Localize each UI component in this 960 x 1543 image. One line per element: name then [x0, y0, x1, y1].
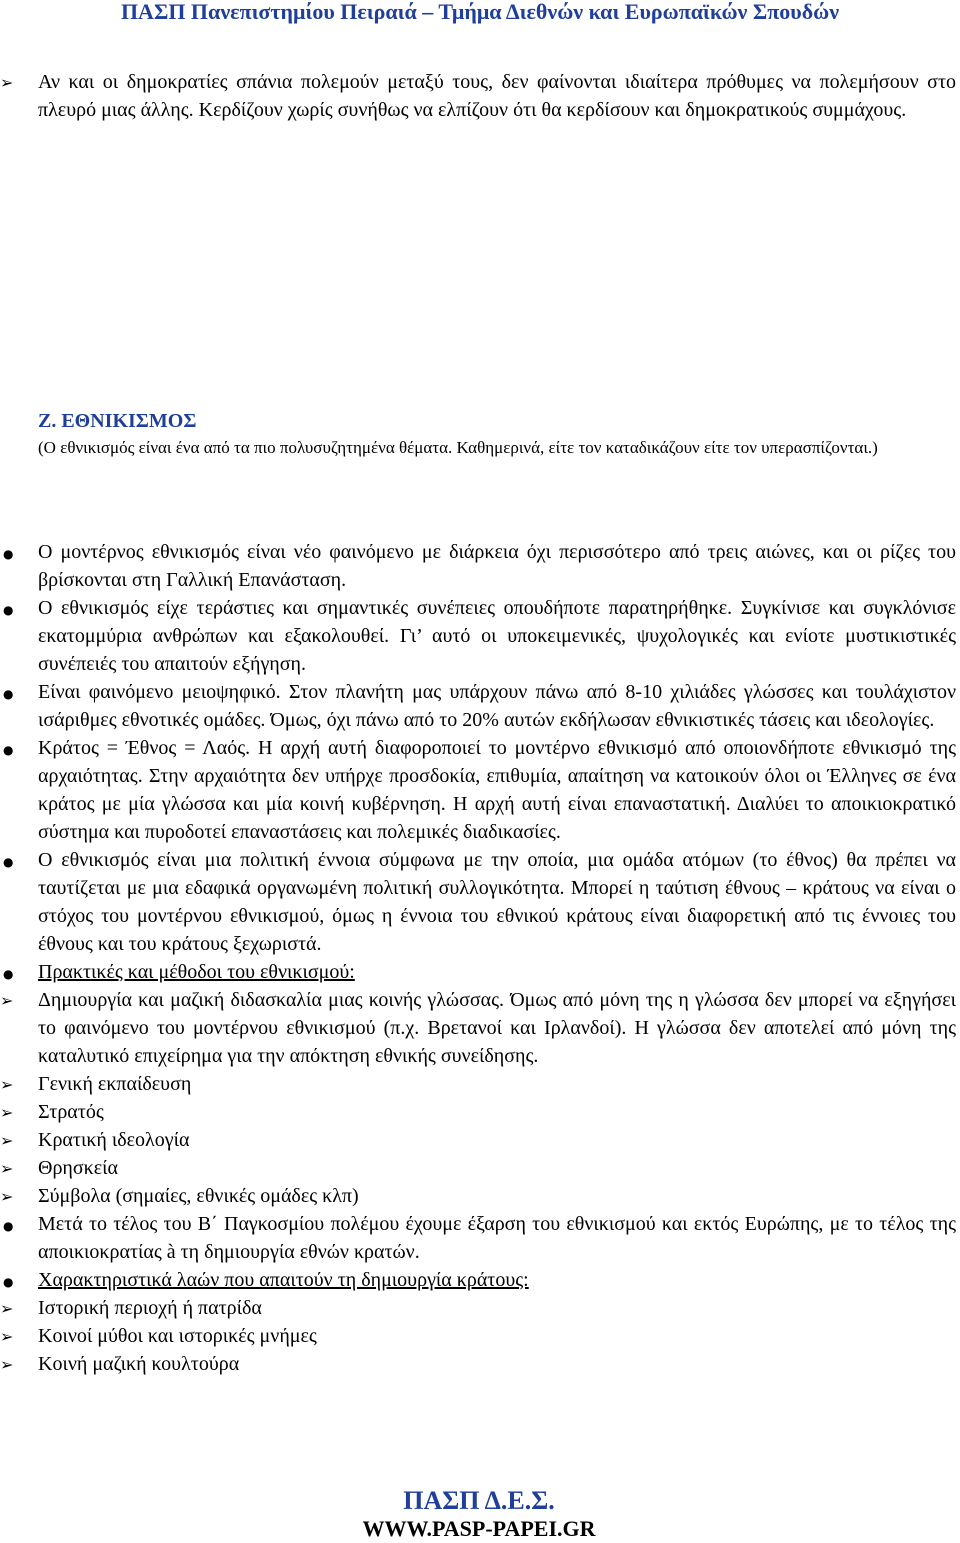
list-item-text: Κοινοί μύθοι και ιστορικές μνήμες: [38, 1325, 317, 1347]
page-footer: [0, 1486, 960, 1542]
arrow-bullet-icon: [0, 68, 30, 97]
arrow-bullet-icon: [0, 1294, 30, 1323]
arrow-bullet-icon: [0, 1154, 30, 1183]
characteristics-heading-text: Χαρακτηριστικά λαών που απαιτούν τη δημιουργία κράτους:: [38, 1269, 529, 1291]
section-nationalism: [38, 408, 956, 462]
practices-heading: [0, 958, 960, 986]
list-item-text: Θρησκεία: [38, 1157, 118, 1179]
arrow-bullet-icon: [0, 1350, 30, 1379]
list-item: [0, 1098, 960, 1126]
page-header: [0, 0, 960, 24]
list-item-text: Ο εθνικισμός είναι μια πολιτική έννοια σύμφωνα με την οποία, μια ομάδα ατόμων (το έθνος) θα πρέπει να ταυτίζεται με μια εδαφικά οργανωμένη πολιτική συλλογικότητα. Μπορεί η ταύτιση έθνους – κράτους να είναι ο στόχος του μοντέρνου εθνικισμού, όμως η έννοια του εθνικού κράτους είναι διαφορετική από τις έννοιες του έθνους και του κράτους ξεχωριστά.: [38, 849, 956, 955]
dot-bullet-icon: [0, 958, 30, 988]
list-item: [0, 1070, 960, 1098]
dot-bullet-icon: [0, 538, 30, 568]
list-item-text: Ιστορική περιοχή ή πατρίδα: [38, 1297, 262, 1319]
dot-bullet-icon: [0, 594, 30, 624]
list-item-text: Σύμβολα (σημαίες, εθνικές ομάδες κλπ): [38, 1185, 359, 1207]
characteristics-heading: [0, 1266, 960, 1294]
footer-website-link[interactable]: WWW.PASP-PAPEI.GR: [362, 1516, 596, 1541]
list-item-text: Γενική εκπαίδευση: [38, 1073, 192, 1095]
bullet-list: [0, 538, 960, 1378]
list-item-text: Κρατική ιδεολογία: [38, 1129, 190, 1151]
list-item: [0, 594, 960, 678]
list-item-text: Ο εθνικισμός είχε τεράστιες και σημαντικές συνέπειες οπουδήποτε παρατηρήθηκε. Συγκίνισε και συγκλόνισε εκατομμύρια ανθρώπων και εξακολουθεί. Γι’ αυτό οι υποκειμενικές, ψυχολογικές και ενίοτε μυστικιστικές συνέπειές του απαιτούν εξήγηση.: [38, 597, 956, 675]
footer-title: ΠΑΣΠ Δ.Ε.Σ.: [403, 1486, 555, 1515]
intro-text: Αν και οι δημοκρατίες σπάνια πολεμούν μεταξύ τους, δεν φαίνονται ιδιαίτερα πρόθυμες να πολεμήσουν στο πλευρό μιας άλλης. Κερδίζουν χωρίς συνήθως να ελπίζουν ότι θα κερδίσουν και δημοκρατικούς συμμάχους.: [38, 71, 956, 121]
list-item: [0, 846, 960, 958]
list-item: [0, 1294, 960, 1322]
list-item: [0, 1350, 960, 1378]
list-item: [0, 1322, 960, 1350]
intro-paragraph: [0, 68, 960, 124]
arrow-bullet-icon: [0, 1182, 30, 1211]
list-item: [0, 986, 960, 1070]
section-title: Ζ. ΕΘΝΙΚΙΣΜΟΣ: [38, 410, 197, 432]
list-item-text: Κράτος = Έθνος = Λαός. Η αρχή αυτή διαφοροποιεί το μοντέρνο εθνικισμό από οποιονδήποτε εθνικισμό της αρχαιότητας. Στην αρχαιότητα δεν υπήρχε προσδοκία, επιθυμία, απαίτηση να κατοικούν όλοι οι Έλληνες σε ένα κράτος με μία γλώσσα και μία κοινή κυβέρνηση. Η αρχή αυτή είναι επαναστατική. Διαλύει το αποικιοκρατικό σύστημα και πυροδοτεί επαναστάσεις και πολεμικές διαδικασίες.: [38, 737, 956, 843]
list-item-text: Δημιουργία και μαζική διδασκαλία μιας κοινής γλώσσας. Όμως από μόνη της η γλώσσα δεν μπορεί να εξηγήσει το φαινόμενο του μοντέρνου εθνικισμού (π.χ. Βρετανοί και Ιρλανδοί). Η γλώσσα δεν αποτελεί από μόνη της καταλυτικό επιχείρημα για την απόκτηση εθνικής συνείδησης.: [38, 989, 956, 1067]
dot-bullet-icon: [0, 734, 30, 764]
list-item: [0, 734, 960, 846]
section-note: (Ο εθνικισμός είναι ένα από τα πιο πολυσυζητημένα θέματα. Καθημερινά, είτε τον καταδικάζουν είτε τον υπερασπίζονται.): [38, 438, 878, 457]
list-item-text: Μετά το τέλος του Β΄ Παγκοσμίου πολέμου έχουμε έξαρση του εθνικισμού και εκτός Ευρώπης, με το τέλος της αποικιοκρατίας à τη δημιουργία εθνών κρατών.: [38, 1213, 956, 1263]
list-item: [0, 1182, 960, 1210]
list-item-text: Στρατός: [38, 1101, 104, 1123]
arrow-bullet-icon: [0, 1126, 30, 1155]
practices-heading-text: Πρακτικές και μέθοδοι του εθνικισμού:: [38, 961, 355, 983]
list-item: [0, 1210, 960, 1266]
dot-bullet-icon: [0, 1210, 30, 1240]
arrow-bullet-icon: [0, 1322, 30, 1351]
header-title: ΠΑΣΠ Πανεπιστημίου Πειραιά – Τμήμα Διεθνών και Ευρωπαϊκών Σπουδών: [120, 0, 840, 24]
dot-bullet-icon: [0, 846, 30, 876]
list-item: [0, 678, 960, 734]
list-item: [0, 538, 960, 594]
arrow-bullet-icon: [0, 1070, 30, 1099]
list-item-text: Κοινή μαζική κουλτούρα: [38, 1353, 240, 1375]
arrow-bullet-icon: [0, 1098, 30, 1127]
list-item-text: Είναι φαινόμενο μειοψηφικό. Στον πλανήτη μας υπάρχουν πάνω από 8-10 χιλιάδες γλώσσες και τουλάχιστον ισάριθμες εθνοτικές ομάδες. Όμως, όχι πάνω από το 20% αυτών εκδήλωσαν εθνικιστικές τάσεις και ιδεολογίες.: [38, 681, 956, 731]
list-item: [0, 1154, 960, 1182]
dot-bullet-icon: [0, 678, 30, 708]
arrow-bullet-icon: [0, 986, 30, 1015]
dot-bullet-icon: [0, 1266, 30, 1296]
list-item: [0, 1126, 960, 1154]
list-item-text: Ο μοντέρνος εθνικισμός είναι νέο φαινόμενο με διάρκεια όχι περισσότερο από τρεις αιώνες, και οι ρίζες του βρίσκονται στη Γαλλική Επανάσταση.: [38, 541, 956, 591]
